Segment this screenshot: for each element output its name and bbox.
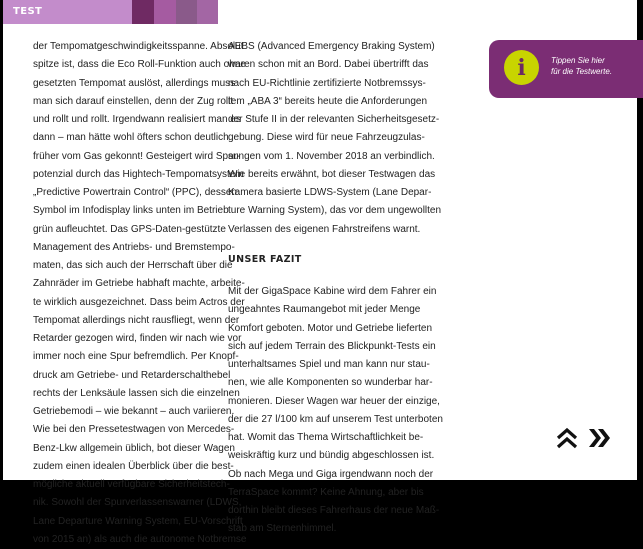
text-line: Benz-Lkw allgemein üblich, bot dieser Wagen [33,442,235,454]
text-line: stab am Sternenhimmel. [228,523,337,535]
double-chevron-up-icon [556,425,578,451]
text-line: Tempomat allerdings nicht rausfliegt, wenn der [33,314,240,326]
text-line: immer noch eine Spur befremdlich. Per Knopf- [33,351,239,363]
paragraph-top [228,38,442,239]
text-line: sich auf jedem Terrain des Blickpunkt-Tests ein [228,340,436,352]
text-line: man sich darauf einstellen, denn der Zug rollt [33,95,234,107]
text-line: spitze ist, dass die Eco Roll-Funktion auch ohne [33,59,246,71]
text-line: Komfort geboten. Motor und Getriebe lieferten [228,322,433,334]
text-line: Getriebemodi – wie bekannt – auch variieren. [33,406,235,417]
text-line: Lane Departure Warning System, EU-Vorschrift [33,515,243,527]
test-values-label-line: Tippen Sie hier [551,56,605,65]
test-values-label [551,56,612,77]
text-line: der die 27 l/100 km auf unserem Test unterboten [228,413,443,425]
text-line: Zahnräder im Getriebe habhaft machte, arbeite- [33,278,245,290]
text-line: druck am Getriebe- und Retarderschalthebel [33,369,231,381]
text-line: Symbol im Infodisplay links unten im Betrieb [33,205,229,217]
text-line: nach EU-Richtlinie zertifizierte Notbremssys- [228,77,426,89]
header-bar-segment [154,0,176,24]
text-line: nik. Sowohl der Spurverlassenswarner (LDWS, [33,497,242,509]
text-line: monieren. Dieser Wagen war heuer der einzige, [228,395,440,407]
double-chevron-right-icon [588,427,612,449]
text-line: und rollt und rollt. Irgendwann realisiert man es [33,114,241,125]
text-line: unterhaltsames Spiel und man kann nur stau- [228,359,430,370]
text-line: mögliche aktuell verfügbare Sicherheitstech- [33,479,230,490]
text-line: Verlassen des eigenen Fahrstreifens warnt. [228,223,421,235]
paragraph-conclusion [228,283,443,539]
section-tag: TEST [13,6,43,17]
text-line: dorthin bleibt dieses Fahrerhaus der neue Maß- [228,505,440,516]
test-values-label-line: für die Testwerte. [551,66,613,76]
info-icon [504,50,539,85]
text-line: früher vom Gas gekonnt! Gesteigert wird Spar- [33,150,241,162]
text-line: Wie bei den Pressetestwagen von Mercedes- [33,424,235,436]
next-page-button[interactable] [588,427,612,449]
text-line: ungeahntes Raumangebot mit jeder Menge [228,304,421,316]
text-line: von 2015 an) als auch die autonome Notbremse [33,533,247,545]
info-icon-letter: i [517,54,526,81]
text-line: dann – man hätte wohl öfters schon deutlich [33,132,229,144]
text-line: Ob nach Mega und Giga irgendwann noch der [228,468,434,480]
text-line: gebung. Diese wird für neue Fahrzeugzulas- [228,132,425,144]
text-line: tem „ABA 3“ bereits heute die Anforderungen [228,95,428,107]
text-line: „Predictive Powertrain Control“ (PPC), dessen [33,187,237,198]
text-line: grün aufleuchtet. Das GPS-Daten-gestützte [33,223,226,235]
text-line: Wie bereits erwähnt, bot dieser Testwagen das [228,168,436,180]
text-line: waren schon mit an Bord. Dabei übertrifft das [228,59,429,71]
text-line: Retarder gezogen wird, finden wir nach wie vor [33,333,242,344]
text-line: sungen vom 1. November 2018 an verbindlich. [228,150,435,162]
article-column-left [33,38,247,549]
text-line: AEBS (Advanced Emergency Braking System) [228,41,435,52]
header-bar-segment [132,0,154,24]
section-header-bar [3,0,218,24]
page [3,0,637,545]
text-line: der Stufe II in der relevanten Sicherheitsgesetz- [228,114,440,125]
scroll-to-top-button[interactable] [556,425,578,451]
text-line: Mit der GigaSpace Kabine wird dem Fahrer ein [228,286,437,297]
header-bar-segment [176,0,197,24]
text-line: ture Warning System), das vor dem ungewollten [228,205,442,217]
text-line: der Tempomatgeschwindigkeitsspanne. Absolut [33,41,244,52]
text-line: Kamera basierte LDWS-System (Lane Depar- [228,187,432,198]
text-line: potenzial durch das Hightech-Tempomatsystem [33,168,244,180]
text-line: rechts der Lenksäule lassen sich die einzelnen [33,387,240,399]
text-line: maten, das sich auch der Herrschaft über die [33,260,233,271]
text-line: nen, wie alle Komponenten so wunderbar har- [228,377,433,389]
test-values-button[interactable] [489,40,643,98]
article-column-right [228,38,443,539]
text-line: weiskräftig kurz und bündig abgeschlossen ist. [228,450,435,462]
text-line: Management des Antriebs- und Bremstempo- [33,241,235,253]
header-bar-segment [197,0,218,24]
text-line: hat. Womit das Thema Wirtschaftlichkeit be- [228,432,424,443]
text-line: TerraSpace kommt? Keine Ahnung, aber bis [228,486,424,498]
section-heading: UNSER FAZIT [228,253,302,265]
text-line: te wirklich ausgezeichnet. Dass beim Actros der [33,296,245,308]
text-line: zudem einen idealen Überblick über die best- [33,460,234,472]
text-line: gesetzten Tempomat auslöst, allerdings muss [33,77,236,89]
